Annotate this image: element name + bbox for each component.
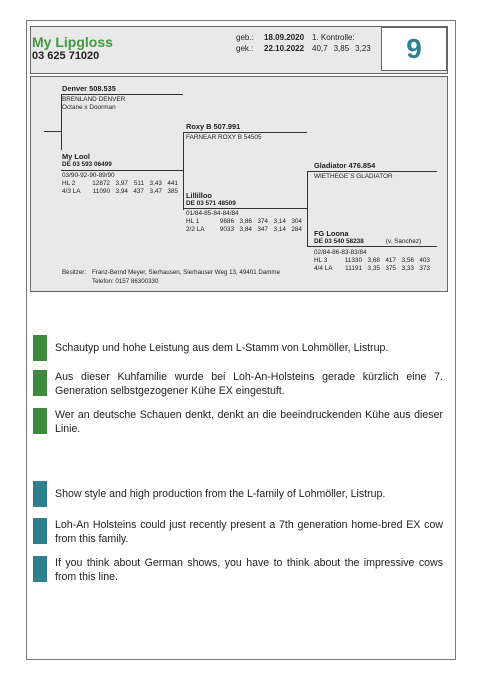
line-roxy (183, 132, 307, 133)
stat-value: 373 (419, 265, 430, 272)
green-square-icon (33, 370, 47, 396)
german-bullet-3 (33, 408, 443, 436)
sire-registered-name: BRENLAND DENVER (62, 96, 126, 103)
sire-details (62, 96, 125, 112)
stat-value: 304 (291, 218, 302, 225)
control-label: 1. Kontrolle: (312, 33, 355, 42)
german-bullet-2 (33, 370, 443, 398)
stat-value: HL 3 (314, 257, 328, 264)
great-granddam-id: DE 03 540 58238 (314, 238, 364, 245)
english-text-2: Loh-An Holsteins could just recently present a 7th generation home-bred EX cow from this family. (55, 519, 443, 545)
english-text-1: Show style and high production from the L-family of Lohmöller, Listrup. (55, 488, 386, 500)
animal-id: 03 625 71020 (32, 50, 100, 62)
dam-stat-row (62, 180, 178, 188)
control-fat: 3,85 (333, 44, 350, 53)
stat-value: 403 (419, 257, 430, 264)
stat-value: 511 (133, 180, 144, 187)
granddam-sire-name: Gladiator 476.854 (314, 161, 376, 170)
granddam-stat-row (186, 218, 302, 226)
stat-value: 2/2 LA (186, 226, 205, 233)
stat-value: 9686 (219, 218, 234, 225)
stat-value: 3,56 (401, 257, 414, 264)
stat-value: 374 (257, 218, 268, 225)
great-granddam-performance (314, 249, 430, 273)
stat-value: 9033 (219, 226, 234, 233)
stat-value: 284 (291, 226, 302, 233)
granddam-performance (186, 210, 302, 234)
line-lillilloo-vertical (183, 132, 184, 210)
sire-denver (62, 85, 116, 93)
stat-value: 3,97 (115, 180, 128, 187)
german-text-3: Wer an deutsche Schauen denkt, denkt an die beeindruckenden Kühe aus dieser Linie. (55, 409, 443, 435)
birth-date: 18.09.2020 (264, 33, 305, 42)
control-protein: 3,23 (355, 44, 371, 53)
stat-value: 441 (167, 180, 178, 187)
granddam-stat-row (186, 226, 302, 234)
teal-square-icon (33, 481, 47, 507)
stat-value: 3,33 (401, 265, 414, 272)
dam-sire-details (186, 134, 262, 142)
animal-name: My Lipgloss (32, 34, 113, 50)
stat-value: 375 (385, 265, 396, 272)
english-bullet-1 (33, 481, 443, 507)
dam-lactations: 03/90-92-90-89/90 (62, 172, 115, 179)
granddam-name: Lillilloo (186, 191, 212, 200)
dam-name: My Lool (62, 152, 90, 161)
first-control (312, 32, 371, 54)
dam-id: DE 03 593 06499 (62, 161, 112, 168)
stat-value: 3,86 (239, 218, 252, 225)
stat-value: 3,14 (273, 218, 286, 225)
teal-square-icon (33, 518, 47, 544)
stat-value: 11191 (345, 265, 362, 272)
control-milk: 40,7 (312, 44, 328, 53)
dam-performance (62, 172, 178, 196)
great-granddam-name: FG Loona (314, 229, 349, 238)
stat-value: 4/3 LA (62, 188, 81, 195)
line-lillilloo (183, 208, 307, 209)
stat-value: 11330 (344, 257, 362, 264)
great-granddam-loona (314, 230, 421, 246)
english-bullet-2 (33, 518, 443, 546)
dam-sire-registered-name: FARNEAR ROXY B 54505 (186, 134, 262, 141)
stat-value: 3,14 (273, 226, 286, 233)
granddam-sire-registered-name: WIETHEGE´S GLADIATOR (314, 173, 393, 180)
stat-value: 3,43 (149, 180, 162, 187)
owner-info (62, 268, 280, 286)
stat-value: 12872 (92, 180, 110, 187)
granddam-lillilloo (186, 192, 236, 208)
stat-value: 3,94 (115, 188, 128, 195)
stat-value: 437 (133, 188, 144, 195)
line-dam-stub (44, 131, 62, 132)
owner-label: Besitzer: (62, 269, 87, 276)
teal-square-icon (33, 556, 47, 582)
great-granddam-stat-row (314, 265, 430, 273)
stat-value: 347 (257, 226, 268, 233)
dam-sire-roxy (186, 123, 240, 131)
stat-value: 3,47 (149, 188, 162, 195)
stat-value: 3,35 (367, 265, 380, 272)
green-square-icon (33, 335, 47, 361)
granddam-sire-details (314, 173, 393, 181)
stat-value: 417 (385, 257, 396, 264)
granddam-sire-gladiator (314, 162, 375, 170)
english-text-3: If you think about German shows, you have to think about the impressive cows from this line. (55, 557, 443, 583)
german-text-1: Schautyp und hohe Leistung aus dem L-Stamm von Lohmöller, Listrup. (55, 342, 389, 354)
line-loona-vertical (307, 171, 308, 247)
line-mylool (61, 170, 183, 171)
stat-value: HL 1 (186, 218, 200, 225)
dam-mylool (62, 153, 112, 169)
owner-address: Franz-Bernd Meyer, Sierhausen, Sierhauser Weg 13, 49401 Damme (92, 269, 281, 276)
stat-value: 11090 (92, 188, 110, 195)
dam-stat-row (62, 188, 178, 196)
stat-value: 4/4 LA (314, 265, 333, 272)
granddam-id: DE 03 571 48509 (186, 200, 236, 207)
stat-value: 3,84 (239, 226, 252, 233)
sire-parentage: Octane x Doorman (62, 104, 116, 111)
calving-date: 22.10.2022 (264, 44, 305, 53)
granddam-lactations: 01/84-85-84-84/84 (186, 210, 239, 217)
catalog-number: 9 (381, 27, 447, 71)
german-bullet-1 (33, 335, 443, 361)
line-loona (307, 246, 437, 247)
great-granddam-sire-note: (v. Sanchez) (385, 238, 422, 245)
line-gladiator (307, 171, 437, 172)
dates-block (236, 32, 304, 54)
owner-phone: Telefon: 0157 86300330 (92, 278, 159, 285)
birth-label: geb.: (236, 33, 254, 42)
stat-value: 3,68 (367, 257, 380, 264)
english-bullet-3 (33, 556, 443, 584)
line-denver (61, 94, 183, 95)
dam-sire-name: Roxy B 507.991 (186, 122, 241, 131)
german-text-2: Aus dieser Kuhfamilie wurde bei Loh-An-Holsteins gerade kürzlich eine 7. Generation selbstgezogener Kühe EX eingestuft. (55, 371, 443, 397)
great-granddam-lactations: 02/84-86-83-83/84 (314, 249, 367, 256)
stat-value: 385 (167, 188, 178, 195)
green-square-icon (33, 408, 47, 434)
sire-name: Denver 508.535 (62, 84, 116, 93)
stat-value: HL 2 (62, 180, 76, 187)
calving-label: gek.: (236, 44, 254, 53)
great-granddam-stat-row (314, 257, 430, 265)
